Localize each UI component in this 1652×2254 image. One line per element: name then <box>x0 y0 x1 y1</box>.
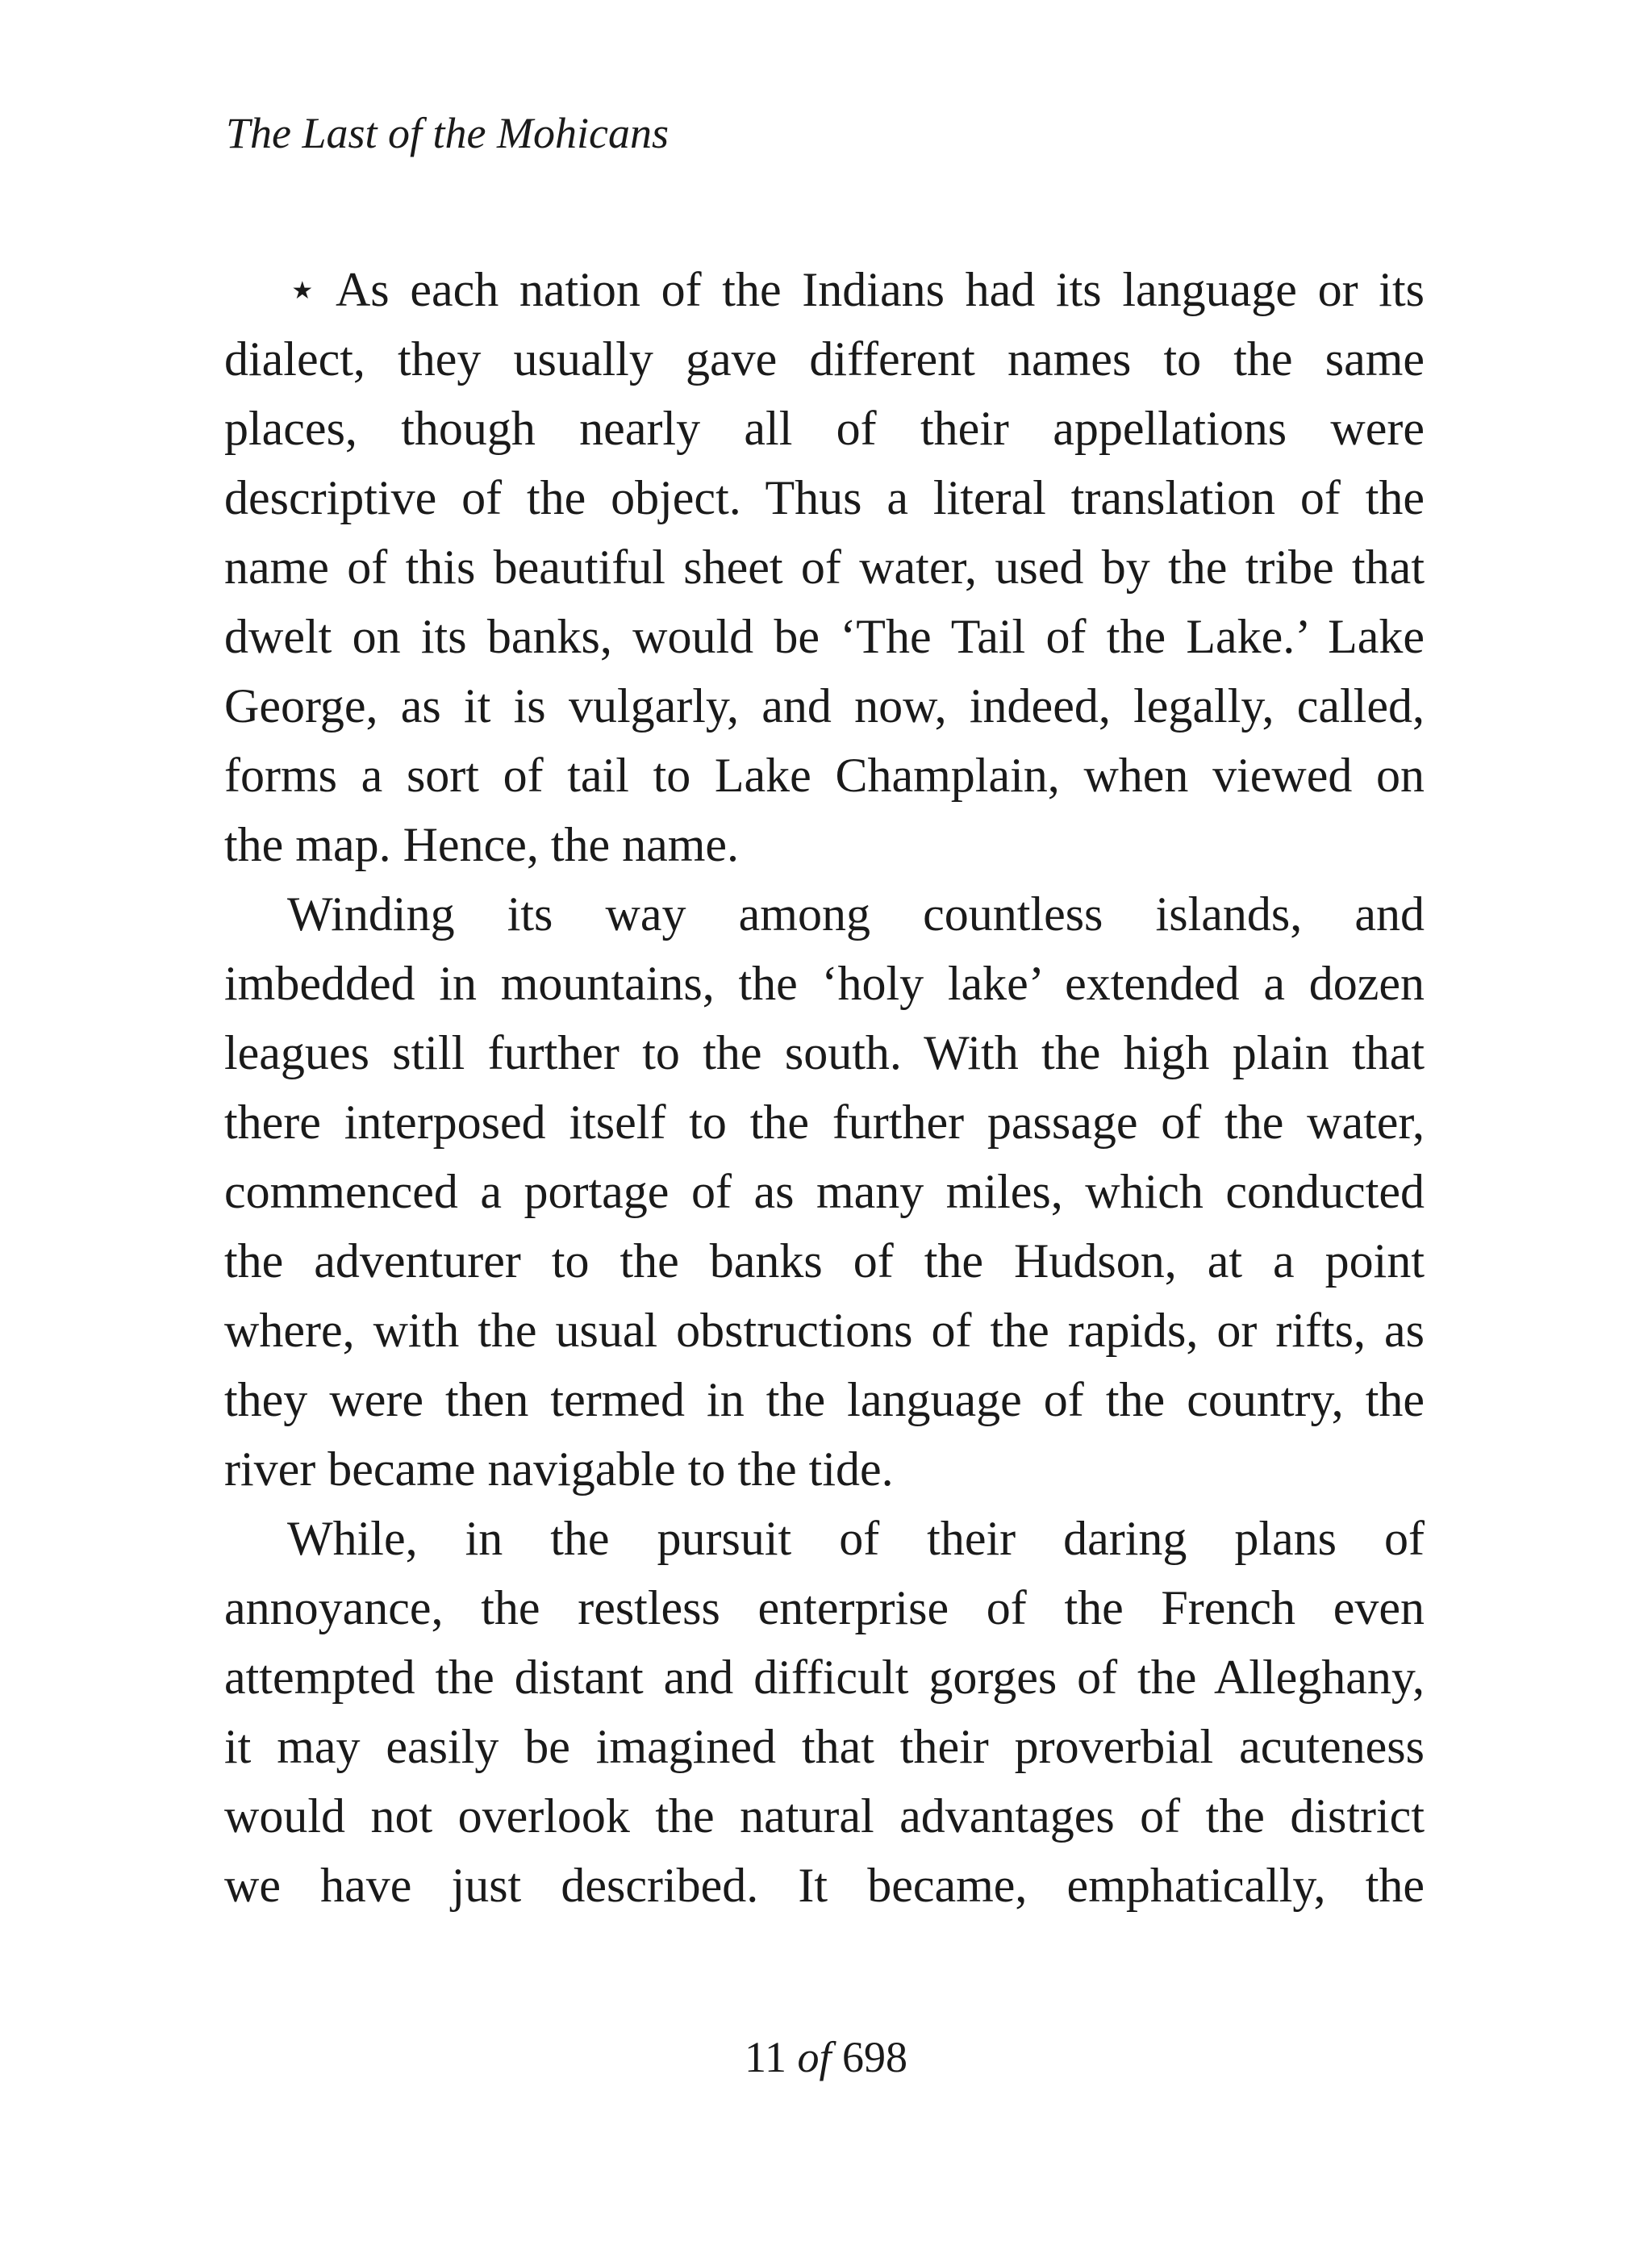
text-line: name of this beautiful sheet of water, used by the tribe that <box>224 541 1425 594</box>
running-header-book-title: The Last of the Mohicans <box>226 109 669 157</box>
text-line: places, though nearly all of their appellations were <box>224 402 1425 455</box>
current-page-number: 11 <box>744 2033 786 2081</box>
text-line: leagues still further to the south. With the high plain that <box>224 1026 1425 1079</box>
text-line: descriptive of the object. Thus a literal translation of the <box>224 471 1425 524</box>
page-number-footer <box>0 2029 1652 2085</box>
text-line: forms a sort of tail to Lake Champlain, when viewed on <box>224 749 1425 802</box>
paragraph <box>224 1504 1425 1920</box>
total-page-count: 698 <box>842 2033 907 2081</box>
text-line: ⋆ As each nation of the Indians had its language or its <box>287 263 1425 316</box>
paragraph-footnote <box>224 255 1425 879</box>
text-line: there interposed itself to the further passage of the water, <box>224 1096 1425 1149</box>
text-line: we have just described. It became, emphatically, the <box>224 1859 1425 1912</box>
text-line: the map. Hence, the name. <box>224 818 740 871</box>
text-line: river became navigable to the tide. <box>224 1442 894 1496</box>
text-line: where, with the usual obstructions of the rapids, or rifts, as <box>224 1304 1425 1357</box>
text-line: dwelt on its banks, would be ‘The Tail of the Lake.’ Lake <box>224 610 1425 663</box>
page-of-label: of <box>797 2033 832 2081</box>
text-line: dialect, they usually gave different names to the same <box>224 332 1425 386</box>
text-line: it may easily be imagined that their proverbial acuteness <box>224 1720 1425 1773</box>
text-line: annoyance, the restless enterprise of the French even <box>224 1581 1425 1634</box>
text-line: the adventurer to the banks of the Hudson, at a point <box>224 1234 1425 1288</box>
page-body <box>224 255 1425 1920</box>
text-line: George, as it is vulgarly, and now, indeed, legally, called, <box>224 679 1425 733</box>
text-line: imbedded in mountains, the ‘holy lake’ extended a dozen <box>224 957 1425 1010</box>
text-line: would not overlook the natural advantages of the district <box>224 1789 1425 1843</box>
paragraph <box>224 879 1425 1504</box>
text-line: While, in the pursuit of their daring plans of <box>287 1512 1425 1565</box>
text-line: Winding its way among countless islands, and <box>287 887 1425 941</box>
text-line: attempted the distant and difficult gorges of the Alleghany, <box>224 1651 1425 1704</box>
text-line: commenced a portage of as many miles, which conducted <box>224 1165 1425 1218</box>
text-line: they were then termed in the language of the country, the <box>224 1373 1425 1426</box>
